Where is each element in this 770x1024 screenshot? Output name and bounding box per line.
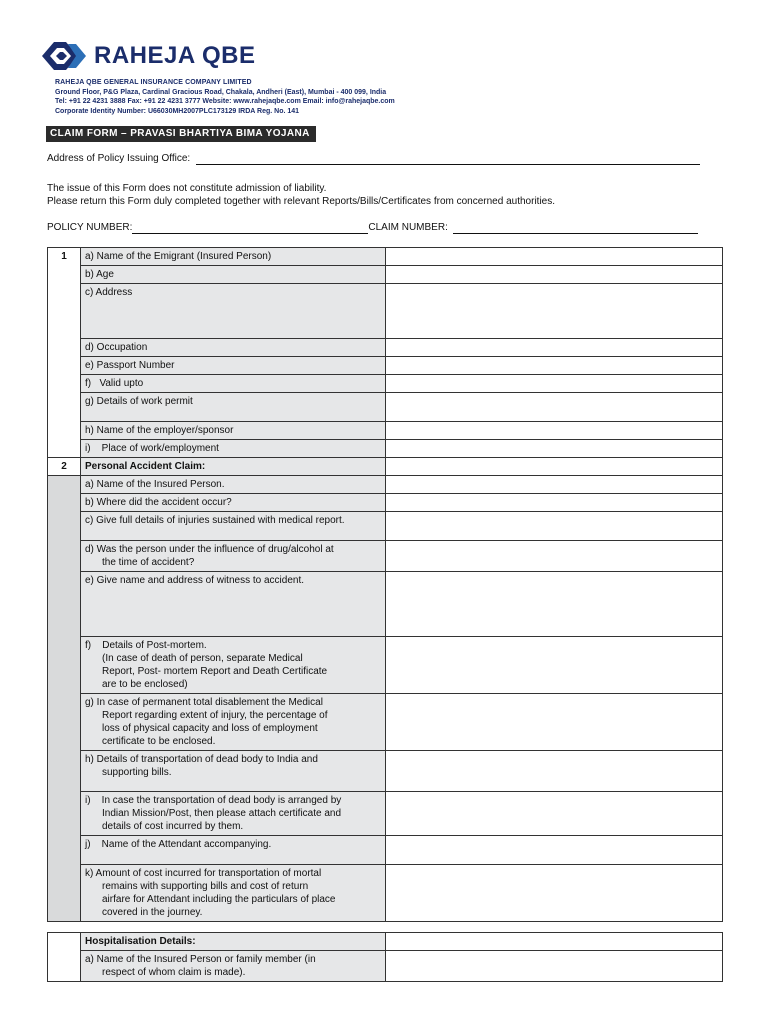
claim-number-field[interactable] bbox=[453, 222, 698, 234]
question-label: d) Occupation bbox=[81, 339, 386, 357]
question-label: g) Details of work permit bbox=[81, 393, 386, 422]
question-cell bbox=[81, 541, 386, 572]
answer-field[interactable] bbox=[386, 694, 723, 751]
answer-field[interactable] bbox=[386, 266, 723, 284]
section-number: 1 bbox=[48, 248, 81, 458]
question-cell bbox=[81, 694, 386, 751]
question-label-cont: (In case of death of person, separate Medical bbox=[102, 653, 303, 664]
answer-field[interactable] bbox=[386, 284, 723, 339]
notice-1: The issue of this Form does not constitute admission of liability. bbox=[47, 183, 327, 194]
section-spacer bbox=[48, 476, 81, 922]
question-label: d) Was the person under the influence of drug/alcohol at bbox=[85, 544, 334, 555]
table-row bbox=[48, 933, 723, 951]
question-label-cont: certificate to be enclosed. bbox=[102, 736, 216, 747]
answer-field[interactable] bbox=[386, 458, 723, 476]
question-label: j) Name of the Attendant accompanying. bbox=[81, 836, 386, 865]
question-label: b) Age bbox=[81, 266, 386, 284]
table-row bbox=[48, 951, 723, 982]
table-row bbox=[48, 248, 723, 266]
question-label: h) Details of transportation of dead body to India and bbox=[85, 754, 318, 765]
table-row bbox=[48, 284, 723, 339]
answer-field[interactable] bbox=[386, 951, 723, 982]
answer-field[interactable] bbox=[386, 933, 723, 951]
answer-field[interactable] bbox=[386, 422, 723, 440]
answer-field[interactable] bbox=[386, 541, 723, 572]
question-cell bbox=[81, 637, 386, 694]
question-label: e) Passport Number bbox=[81, 357, 386, 375]
raheja-qbe-logo-icon bbox=[40, 40, 88, 72]
policy-number-field[interactable] bbox=[132, 222, 368, 234]
question-label-cont: loss of physical capacity and loss of employment bbox=[102, 723, 318, 734]
table-row bbox=[48, 572, 723, 637]
answer-field[interactable] bbox=[386, 494, 723, 512]
policy-claim-row bbox=[47, 221, 698, 234]
company-logo bbox=[40, 40, 255, 72]
answer-field[interactable] bbox=[386, 792, 723, 836]
answer-field[interactable] bbox=[386, 375, 723, 393]
question-label-cont: the time of accident? bbox=[102, 557, 195, 568]
question-cell bbox=[81, 951, 386, 982]
question-label: k) Amount of cost incurred for transportation of mortal bbox=[85, 868, 322, 879]
policy-number-label: POLICY NUMBER: bbox=[47, 222, 133, 233]
question-label-cont: Report regarding extent of injury, the percentage of bbox=[102, 710, 328, 721]
form-title: CLAIM FORM – PRAVASI BHARTIYA BIMA YOJANA bbox=[46, 126, 316, 142]
answer-field[interactable] bbox=[386, 248, 723, 266]
table-row bbox=[48, 458, 723, 476]
address-row bbox=[47, 152, 700, 165]
question-label: i) Place of work/employment bbox=[81, 440, 386, 458]
question-label-cont: details of cost incurred by them. bbox=[102, 821, 244, 832]
answer-field[interactable] bbox=[386, 637, 723, 694]
notice-2: Please return this Form duly completed together with relevant Reports/Bills/Certificates from concerned authorities. bbox=[47, 196, 556, 207]
question-cell bbox=[81, 792, 386, 836]
table-row bbox=[48, 836, 723, 865]
table-row bbox=[48, 865, 723, 922]
question-label: c) Give full details of injuries sustained with medical report. bbox=[81, 512, 386, 541]
table-row bbox=[48, 541, 723, 572]
question-label-cont: remains with supporting bills and cost of return bbox=[102, 881, 309, 892]
table-row bbox=[48, 512, 723, 541]
section-heading: Hospitalisation Details: bbox=[81, 933, 386, 951]
answer-field[interactable] bbox=[386, 339, 723, 357]
question-label: c) Address bbox=[81, 284, 386, 339]
table-row bbox=[48, 357, 723, 375]
answer-field[interactable] bbox=[386, 836, 723, 865]
question-label-cont: Report, Post- mortem Report and Death Certificate bbox=[102, 666, 328, 677]
question-label: a) Name of the Emigrant (Insured Person) bbox=[81, 248, 386, 266]
answer-field[interactable] bbox=[386, 393, 723, 422]
company-identity: Corporate Identity Number: U66030MH2007PLC173129 IRDA Reg. No. 141 bbox=[55, 107, 300, 115]
company-address-block bbox=[55, 78, 395, 116]
question-cell bbox=[81, 751, 386, 792]
table-row bbox=[48, 375, 723, 393]
section-heading: Personal Accident Claim: bbox=[81, 458, 386, 476]
table-row bbox=[48, 440, 723, 458]
address-field[interactable] bbox=[196, 153, 700, 165]
question-label-cont: Indian Mission/Post, then please attach certificate and bbox=[102, 808, 342, 819]
company-address: Ground Floor, P&G Plaza, Cardinal Gracious Road, Chakala, Andheri (East), Mumbai - 400 099, India bbox=[55, 88, 387, 96]
question-label: f) Valid upto bbox=[81, 375, 386, 393]
section-number: 2 bbox=[48, 458, 81, 476]
question-label: b) Where did the accident occur? bbox=[81, 494, 386, 512]
table-row bbox=[48, 751, 723, 792]
answer-field[interactable] bbox=[386, 512, 723, 541]
question-label: i) In case the transportation of dead body is arranged by bbox=[85, 795, 342, 806]
table-row bbox=[48, 422, 723, 440]
question-label: h) Name of the employer/sponsor bbox=[81, 422, 386, 440]
question-cell bbox=[81, 865, 386, 922]
answer-field[interactable] bbox=[386, 751, 723, 792]
table-row bbox=[48, 694, 723, 751]
table-row bbox=[48, 494, 723, 512]
brand-name: RAHEJA QBE bbox=[94, 42, 256, 69]
question-label-cont: airfare for Attendant including the particulars of place bbox=[102, 894, 336, 905]
answer-field[interactable] bbox=[386, 476, 723, 494]
company-name: RAHEJA QBE GENERAL INSURANCE COMPANY LIMITED bbox=[55, 79, 252, 86]
table-row bbox=[48, 476, 723, 494]
question-label-cont: respect of whom claim is made). bbox=[102, 967, 246, 978]
question-label: g) In case of permanent total disablement the Medical bbox=[85, 697, 323, 708]
address-label: Address of Policy Issuing Office: bbox=[47, 153, 191, 164]
question-label: e) Give name and address of witness to accident. bbox=[81, 572, 386, 637]
claim-number-label: CLAIM NUMBER: bbox=[368, 222, 448, 233]
table-row bbox=[48, 637, 723, 694]
table-row bbox=[48, 393, 723, 422]
answer-field[interactable] bbox=[386, 865, 723, 922]
question-label-cont: supporting bills. bbox=[102, 767, 172, 778]
question-label: a) Name of the Insured Person. bbox=[81, 476, 386, 494]
table-row bbox=[48, 339, 723, 357]
answer-field[interactable] bbox=[386, 440, 723, 458]
section-spacer bbox=[48, 933, 81, 982]
question-label-cont: covered in the journey. bbox=[102, 907, 203, 918]
table-gap bbox=[48, 922, 723, 933]
answer-field[interactable] bbox=[386, 572, 723, 637]
question-label-cont: are to be enclosed) bbox=[102, 679, 188, 690]
question-label: f) Details of Post-mortem. bbox=[85, 640, 207, 651]
question-label: a) Name of the Insured Person or family member (in bbox=[85, 954, 316, 965]
answer-field[interactable] bbox=[386, 357, 723, 375]
claim-form-table bbox=[47, 247, 723, 982]
table-row bbox=[48, 792, 723, 836]
table-row bbox=[48, 266, 723, 284]
company-contact: Tel: +91 22 4231 3888 Fax: +91 22 4231 3777 Website: www.rahejaqbe.com Email: info@rahejaqbe.com bbox=[55, 98, 395, 106]
